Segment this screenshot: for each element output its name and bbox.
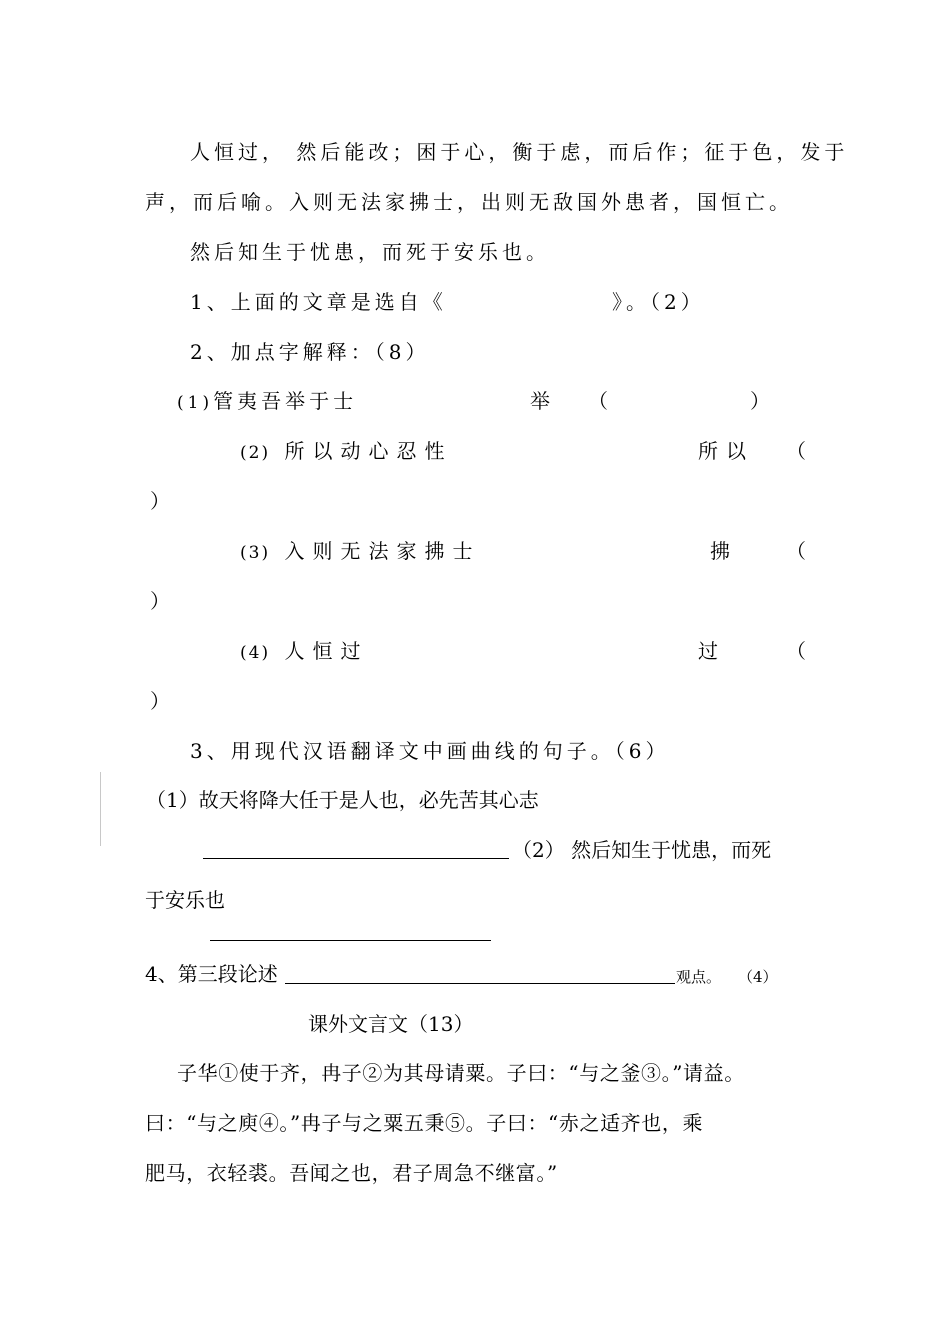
passage-line-1: 人恒过， 然后能改；困于心，衡于虑，而后作；征于色，发于	[190, 140, 849, 164]
extra-line-3: 肥马，衣轻裘。吾闻之也，君子周急不继富。”	[145, 1161, 558, 1185]
q2-item-2-phrase	[240, 437, 452, 467]
q2-item-2-text: 所以动心忍性	[284, 439, 453, 463]
question-2-text: 2、加点字解释：（8）	[190, 340, 430, 364]
q2-item-4-text: 人恒过	[284, 639, 369, 663]
q2-item-1-phrase	[177, 387, 357, 417]
q2-item-1-num: (1)	[177, 393, 214, 413]
extra-line-2: 曰：“与之庾④。”冉子与之粟五秉⑤。子曰：“赤之适齐也，乘	[145, 1111, 704, 1135]
q2-item-1-open: （	[588, 389, 608, 413]
passage-line-2: 声，而后喻。入则无法家拂士，出则无敌国外患者，国恒亡。	[145, 190, 793, 214]
q2-item-3-close: ）	[150, 589, 170, 613]
q3-sentence-2: （2） 然后知生于忧患，而死	[512, 838, 772, 862]
question-1-close: 》。（2）	[612, 290, 705, 314]
q4-answer-line	[285, 983, 675, 984]
q2-item-2-close: ）	[150, 489, 170, 513]
margin-mark	[100, 772, 101, 846]
extra-line-1: 子华①使于齐，冉子②为其母请粟。子曰：“与之釜③。”请益。	[177, 1061, 745, 1085]
q4-score: （4）	[738, 968, 778, 986]
q3-sentence-2-cont: 于安乐也	[145, 888, 225, 912]
q2-item-4-close: ）	[150, 689, 170, 713]
q2-item-3-open: （	[786, 539, 806, 563]
q3-answer-line-2	[210, 940, 491, 941]
question-4-prefix	[145, 960, 278, 988]
q3-answer-line-1	[203, 858, 509, 859]
q2-item-3-word: 拂	[710, 539, 730, 563]
extra-title: 课外文言文（13）	[308, 1012, 474, 1036]
question-3-text: 3、用现代汉语翻译文中画曲线的句子。（6）	[190, 739, 670, 763]
q2-item-4-open: （	[786, 639, 806, 663]
q2-item-1-close: ）	[750, 389, 770, 413]
passage-line-3: 然后知生于忧患，而死于安乐也。	[190, 240, 550, 264]
q2-item-3-num: (3)	[240, 543, 271, 563]
q2-item-2-num: (2)	[240, 443, 271, 463]
q2-item-3-phrase	[240, 537, 480, 567]
q2-item-3-text: 入则无法家拂士	[284, 539, 481, 563]
q4-suffix: 观点。	[676, 968, 722, 986]
q2-item-4-num: (4)	[240, 643, 271, 663]
q2-item-1-word: 举	[530, 389, 550, 413]
question-1-text: 1、上面的文章是选自《	[190, 290, 447, 314]
q2-item-4-word: 过	[698, 639, 718, 663]
q3-sentence-1: （1）故天将降大任于是人也，必先苦其心志	[146, 788, 539, 812]
q4-prefix-text: 4、第三段论述	[145, 962, 278, 986]
q2-item-4-phrase	[240, 637, 368, 667]
q2-item-2-word: 所以	[698, 439, 754, 463]
q2-item-2-open: （	[786, 439, 806, 463]
q2-item-1-text: 管夷吾举于士	[213, 389, 358, 413]
